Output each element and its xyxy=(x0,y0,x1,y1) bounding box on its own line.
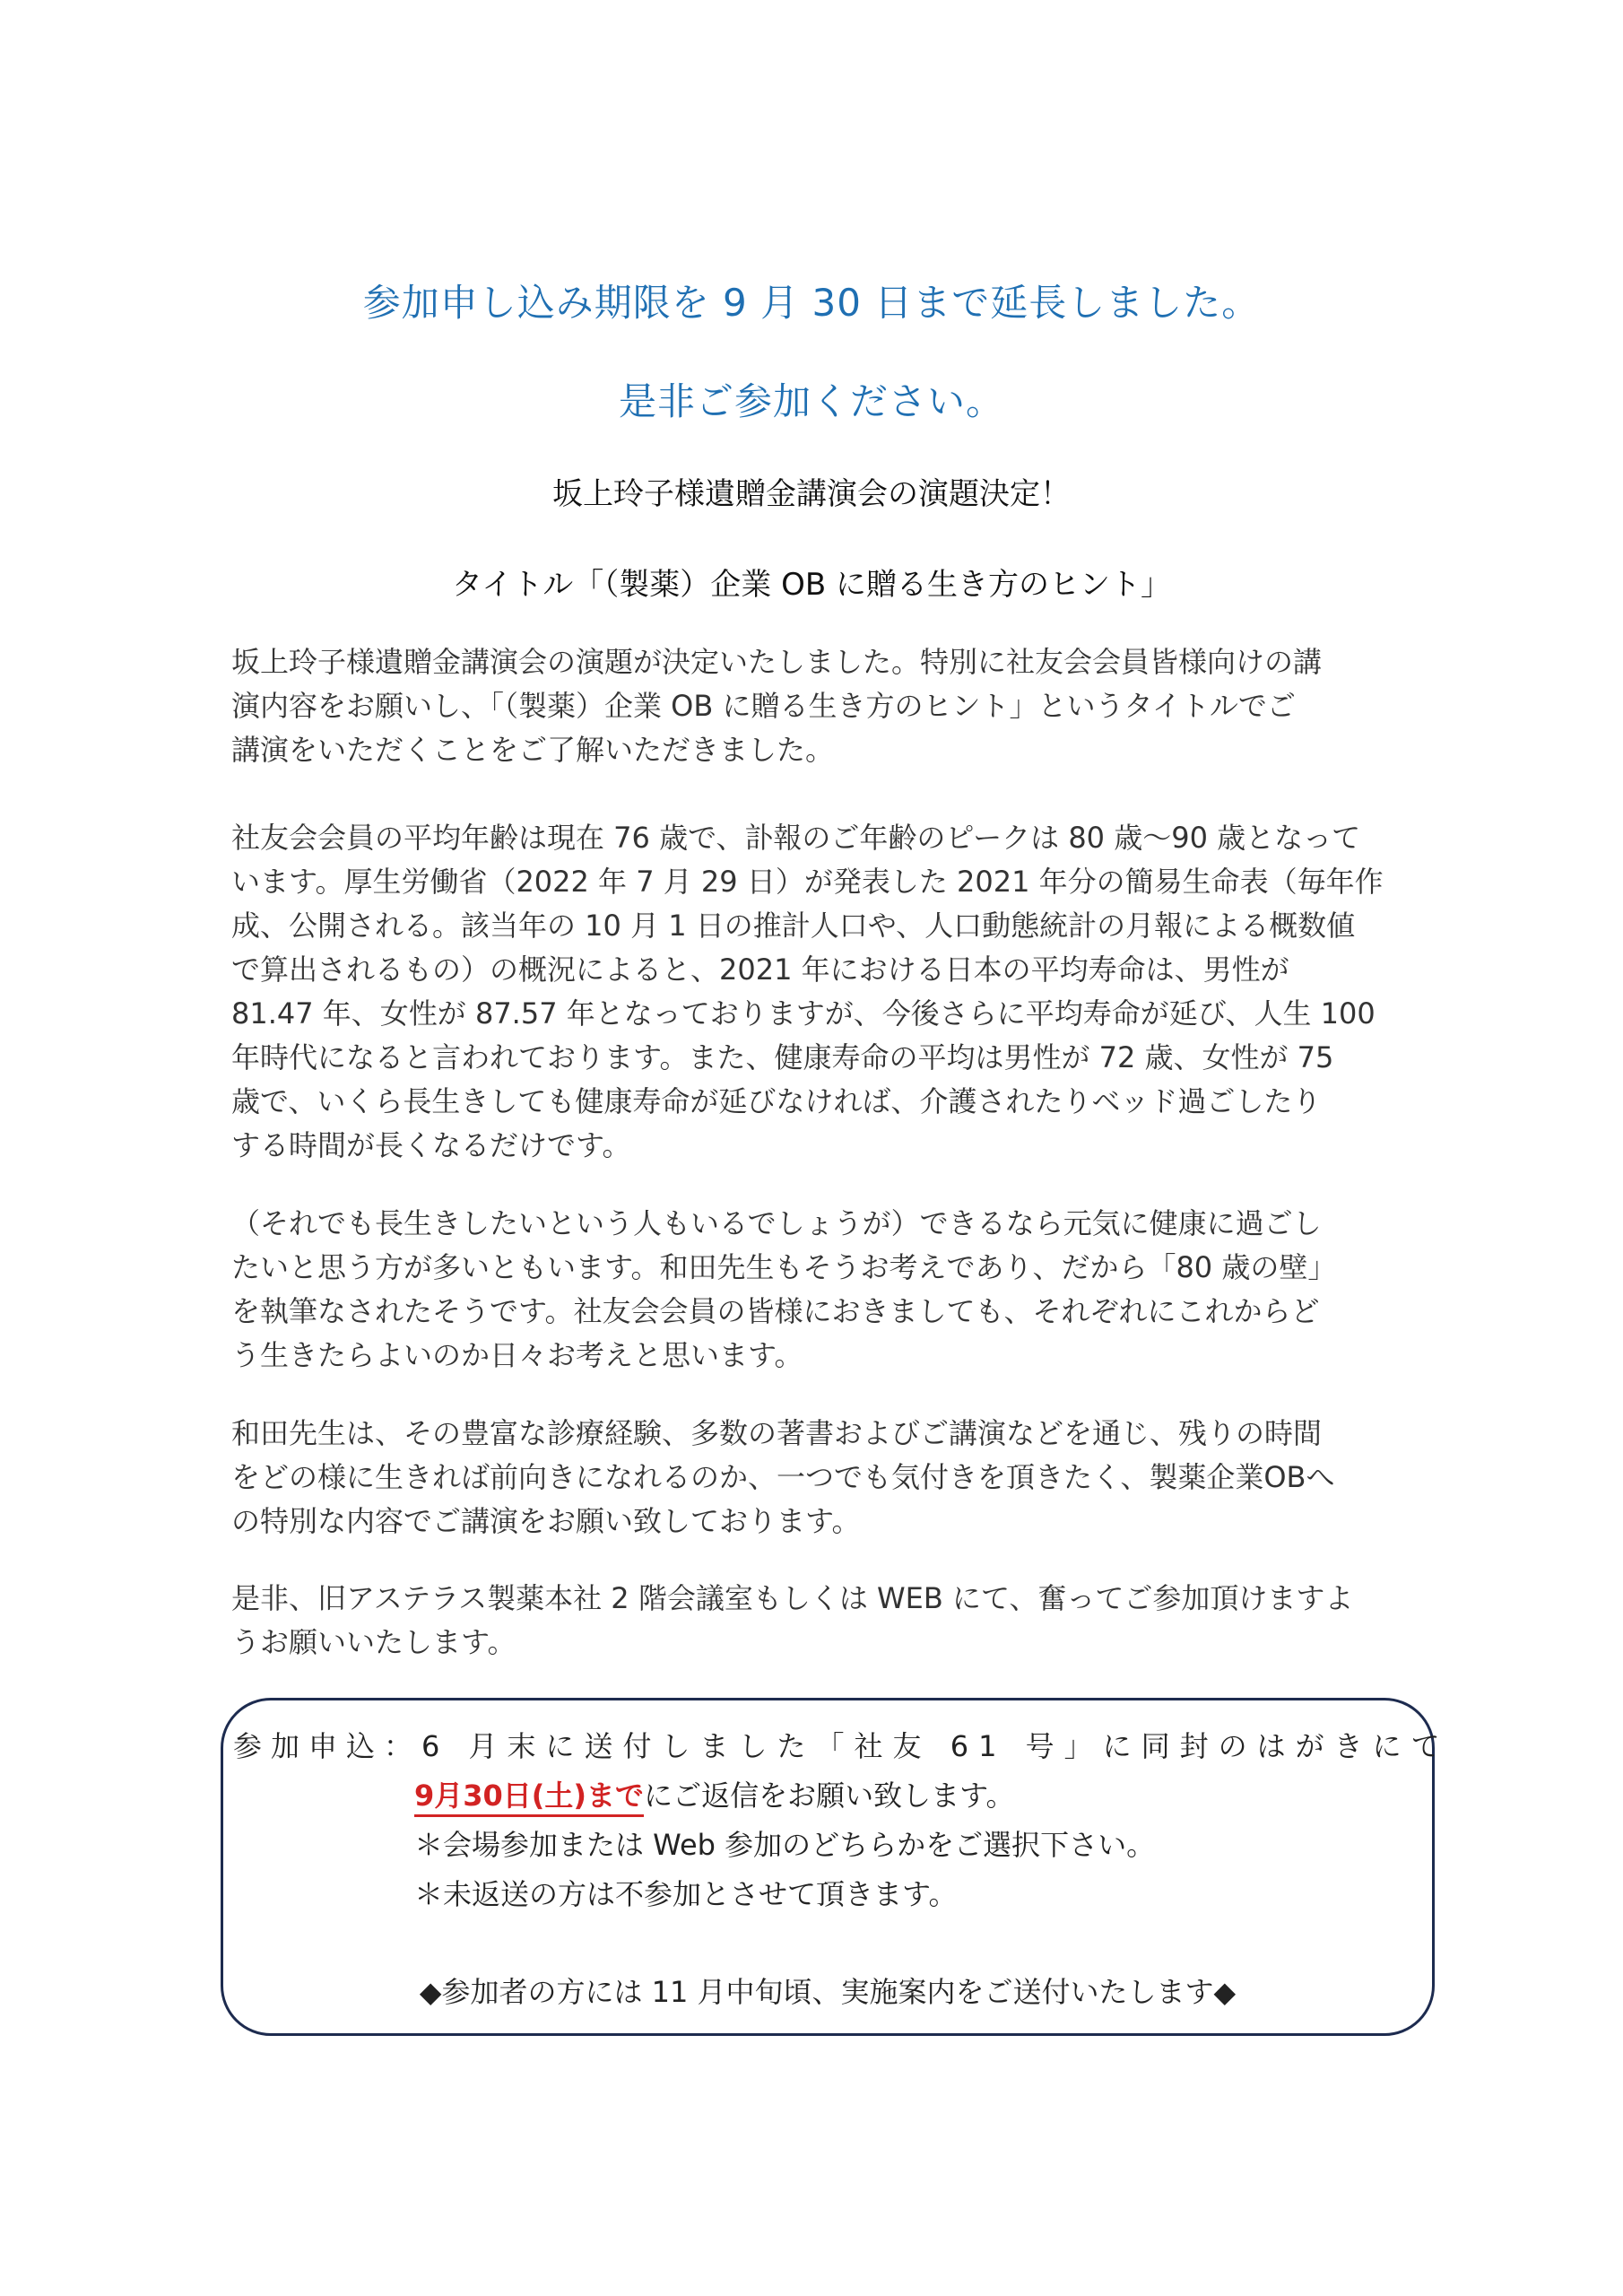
paragraph-line: 社友会会員の平均年齢は現在 76 歳で、訃報のご年齢のピークは 80 歳〜90 歳となって xyxy=(231,821,1361,855)
paragraph-line: 81.47 年、女性が 87.57 年となっておりますが、今後さらに平均寿命が延び、人生 100 xyxy=(231,996,1376,1031)
deadline-suffix: にご返信をお願い致します。 xyxy=(644,1779,1015,1813)
application-row xyxy=(233,1724,1450,1765)
note-no-reply: ＊未返送の方は不参加とさせて頂きます。 xyxy=(414,1877,958,1911)
paragraph-line: で算出されるもの）の概況によると、2021 年における日本の平均寿命は、男性が xyxy=(231,952,1289,987)
paragraph-line: の特別な内容でご講演をお願い致しております。 xyxy=(231,1504,861,1538)
deadline-row xyxy=(414,1773,1015,1814)
paragraph-line: 和田先生は、その豊富な診療経験、多数の著書およびご講演などを通じ、残りの時間 xyxy=(231,1416,1323,1450)
note-attendance-choice: ＊会場参加または Web 参加のどちらかをご選択下さい。 xyxy=(414,1828,1156,1862)
paragraph-line: （それでも長生きしたいという人もいるでしょうが）できるなら元気に健康に過ごし xyxy=(231,1206,1322,1240)
lecture-title: タイトル「（製薬）企業 OB に贈る生き方のヒント」 xyxy=(451,567,1172,603)
paragraph-line: うお願いいたします。 xyxy=(231,1625,516,1659)
paragraph-line: 成、公開される。該当年の 10 月 1 日の推計人口や、人口動態統計の月報による概数値 xyxy=(231,909,1356,943)
paragraph-line: います。厚生労働省（2022 年 7 月 29 日）が発表した 2021 年分の簡易生命表（毎年作 xyxy=(231,865,1384,899)
paragraph-line: 講演をいただくことをご了解いただきました。 xyxy=(231,733,835,767)
paragraph-announcement xyxy=(231,640,1397,772)
paragraph-line: 演内容をお願いし、「（製薬）企業 OB に贈る生き方のヒント」というタイトルでご xyxy=(231,689,1296,723)
paragraph-line: 是非、旧アステラス製薬本社 2 階会議室もしくは WEB にて、奮ってご参加頂けますよ xyxy=(231,1581,1354,1615)
paragraph-line: 坂上玲子様遺贈金講演会の演題が決定いたしました。特別に社友会会員皆様向けの講 xyxy=(231,645,1323,679)
paragraph-venue-invitation xyxy=(231,1577,1397,1665)
lecture-topic-announcement: 坂上玲子様遺贈金講演会の演題決定！ xyxy=(552,476,1071,512)
paragraph-line: たいと思う方が多いともいます。和田先生もそうお考えであり、だから「80 歳の壁」 xyxy=(231,1250,1337,1284)
paragraph-line: う生きたらよいのか日々お考えと思います。 xyxy=(231,1338,803,1372)
paragraph-line: 歳で、いくら長生きしても健康寿命が延びなければ、介護されたりベッド過ごしたり xyxy=(231,1084,1322,1118)
paragraph-line: を執筆なされたそうです。社友会会員の皆様におきましても、それぞれにこれからど xyxy=(231,1294,1320,1328)
paragraph-line: する時間が長くなるだけです。 xyxy=(231,1128,631,1162)
paragraph-life-expectancy xyxy=(231,816,1397,1168)
headline-invitation: 是非ご参加ください。 xyxy=(618,379,1004,423)
headline-deadline-extension: 参加申し込み期限を 9 月 30 日まで延長しました。 xyxy=(362,281,1261,325)
paragraph-line: をどの様に生きれば前向きになれるのか、一つでも気付きを頂きたく、製薬企業OBへ xyxy=(231,1460,1335,1494)
paragraph-healthy-living xyxy=(231,1202,1397,1378)
deadline-date: 9月30日(土)まで xyxy=(414,1779,644,1817)
application-text: 6 月末に送付しました「社友 61 号」に同封のはがきにて xyxy=(421,1729,1450,1763)
info-box-footer: ◆参加者の方には 11 月中旬頃、実施案内をご送付いたします◆ xyxy=(419,1975,1237,2009)
paragraph-speaker xyxy=(231,1412,1397,1544)
application-label: 参加申込： xyxy=(233,1729,422,1763)
paragraph-line: 年時代になると言われております。また、健康寿命の平均は男性が 72 歳、女性が 75 xyxy=(231,1040,1334,1074)
